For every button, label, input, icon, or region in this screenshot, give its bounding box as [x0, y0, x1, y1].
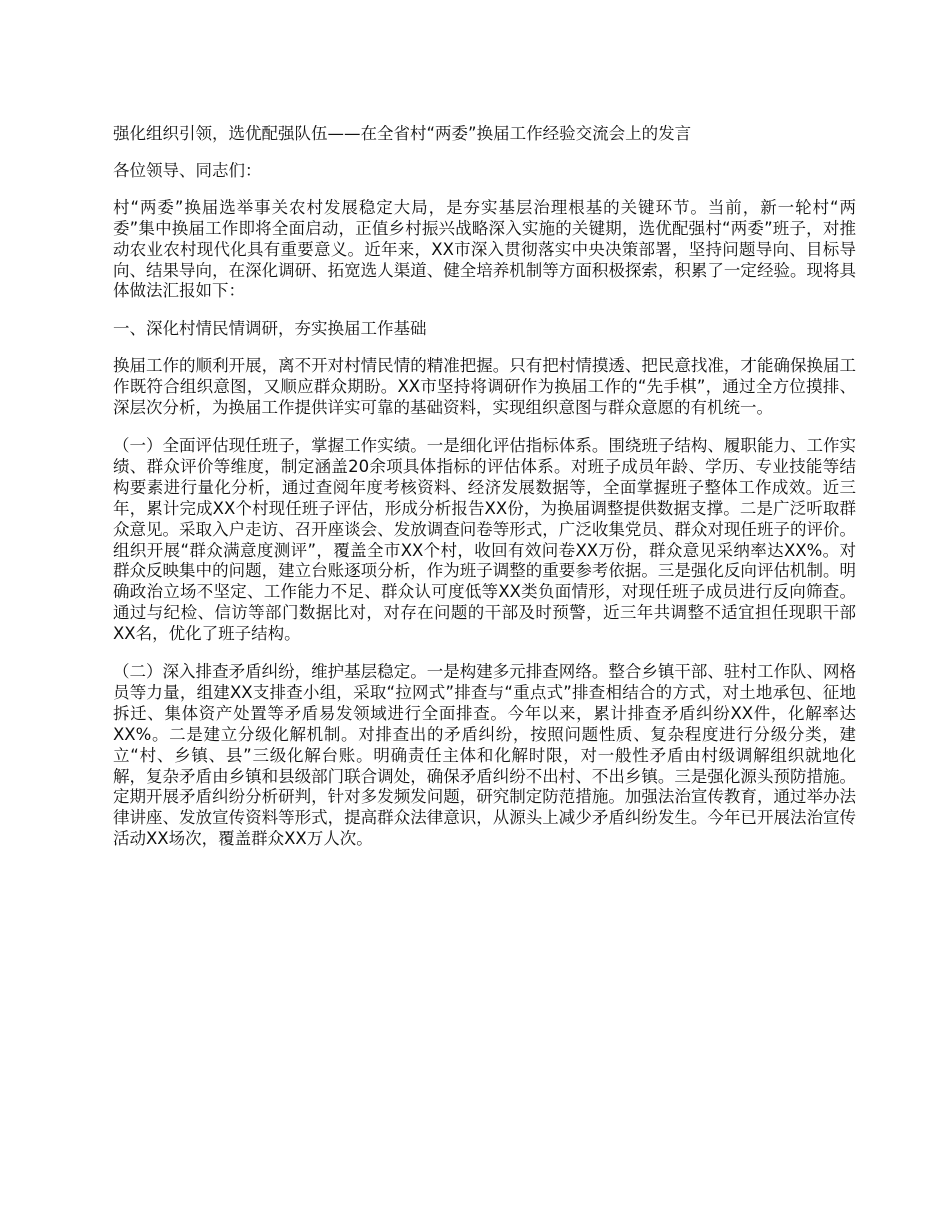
document-body [113, 124, 856, 867]
section-heading-1: 一、深化村情民情调研，夯实换届工作基础 [113, 319, 427, 339]
salutation: 各位领导、同志们： [113, 160, 262, 180]
document-title: 强化组织引领，选优配强队伍——在全省村“两委”换届工作经验交流会上的发言 [113, 124, 692, 143]
section1-intro-paragraph: 换届工作的顺利开展，离不开对村情民情的精准把握。只有把村情摸透、把民意找准，才能确保换届工作既符合组织意图，又顺应群众期盼。XX市坚持将调研作为换届工作的“先手棋”，通过全方位摸排、深层次分析，为换届工作提供详实可靠的基础资料，实现组织意图与群众意愿的有机统一。 [113, 356, 856, 418]
section1-part1-paragraph: （一）全面评估现任班子，掌握工作实绩。一是细化评估指标体系。围绕班子结构、履职能力、工作实绩、群众评价等维度，制定涵盖20余项具体指标的评估体系。对班子成员年龄、学历、专业技能等结构要素进行量化分析，通过查阅年度考核资料、经济发展数据等，全面掌握班子整体工作成效。近三年，累计完成XX个村现任班子评估，形成分析报告XX份，为换届调整提供数据支撑。二是广泛听取群众意见。采取入户走访、召开座谈会、发放调查问卷等形式，广泛收集党员、群众对现任班子的评价。组织开展“群众满意度测评”，覆盖全市XX个村，收回有效问卷XX万份，群众意见采纳率达XX%。对群众反映集中的问题，建立台账逐项分析，作为班子调整的重要参考依据。三是强化反向评估机制。明确政治立场不坚定、工作能力不足、群众认可度低等XX类负面情形，对现任班子成员进行反向筛查。通过与纪检、信访等部门数据比对，对存在问题的干部及时预警，近三年共调整不适宜担任现职干部XX名，优化了班子结构。 [113, 435, 856, 644]
intro-paragraph: 村“两委”换届选举事关农村发展稳定大局，是夯实基层治理根基的关键环节。当前，新一轮村“两委”集中换届工作即将全面启动，正值乡村振兴战略深入实施的关键期，选优配强村“两委”班子，对推动农业农村现代化具有重要意义。近年来，XX市深入贯彻落实中央决策部署，坚持问题导向、目标导向、结果导向，在深化调研、拓宽选人渠道、健全培养机制等方面积极探索，积累了一定经验。现将具体做法汇报如下： [113, 197, 856, 301]
section1-part2-paragraph: （二）深入排查矛盾纠纷，维护基层稳定。一是构建多元排查网络。整合乡镇干部、驻村工作队、网格员等力量，组建XX支排查小组，采取“拉网式”排查与“重点式”排查相结合的方式，对土地承包、征地拆迁、集体资产处置等矛盾易发领域进行全面排查。今年以来，累计排查矛盾纠纷XX件，化解率达XX%。二是建立分级化解机制。对排查出的矛盾纠纷，按照问题性质、复杂程度进行分级分类，建立“村、乡镇、县”三级化解台账。明确责任主体和化解时限，对一般性矛盾由村级调解组织就地化解，复杂矛盾由乡镇和县级部门联合调处，确保矛盾纠纷不出村、不出乡镇。三是强化源头预防措施。定期开展矛盾纠纷分析研判，针对多发频发问题，研究制定防范措施。加强法治宣传教育，通过举办法律讲座、发放宣传资料等形式，提高群众法律意识，从源头上减少矛盾纠纷发生。今年已开展法治宣传活动XX场次，覆盖群众XX万人次。 [113, 662, 856, 849]
